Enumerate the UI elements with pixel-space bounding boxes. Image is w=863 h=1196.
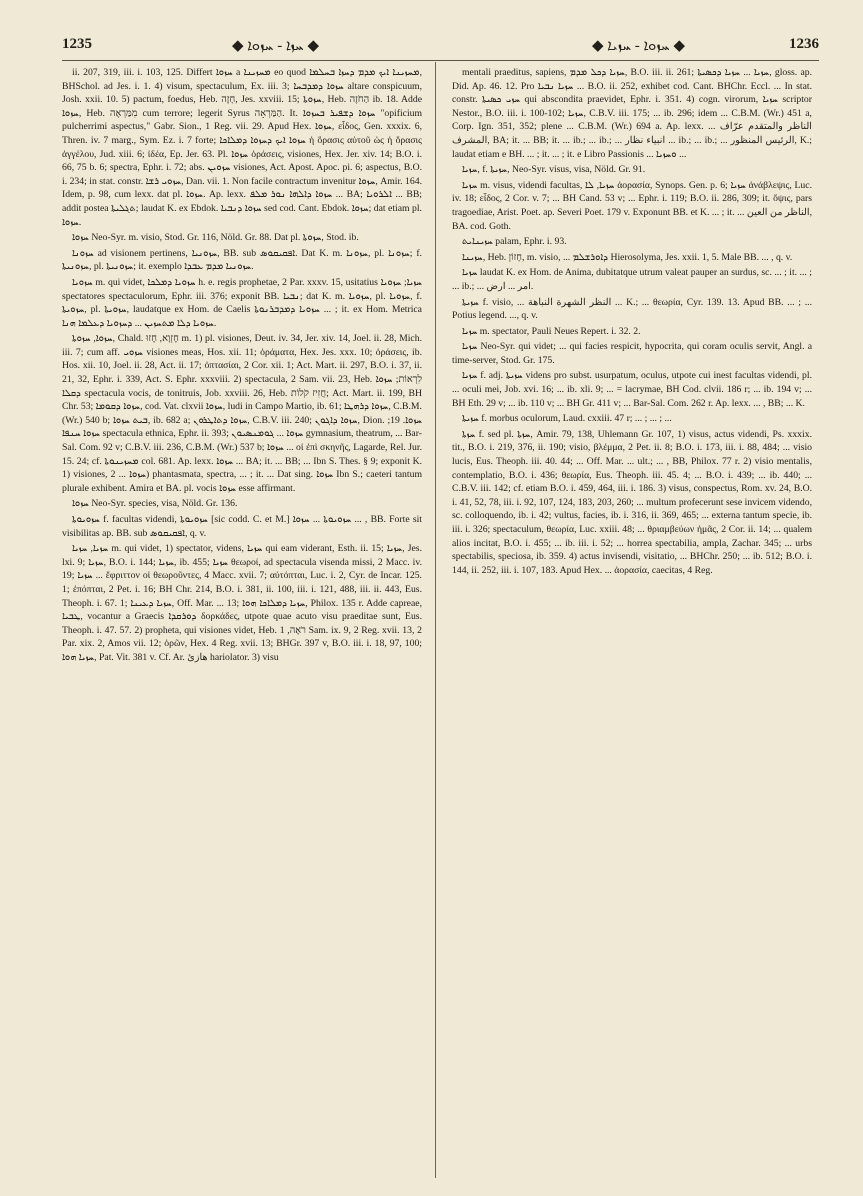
column-divider (435, 62, 436, 1178)
dictionary-entry: mentali praeditus, sapiens, ܚܙܝܐ ܕܟܠ ܡܕܡ, B.O. iii. ii. 261; ܚܙܝܐ ... ܚܙܝܐ ܕܟܣܝܬܐ, gloss. ap. Did. Ap. 46. 12. Pro ܚܙܝܐ ܢܒܝܐ ... B.O. ii. 252, exhibet cod. Cant. BHChr. Eccl. ... In stat. constr. ܚܙܝ ܟܣܝܬܐ qui abscondita praevidet, Ephr. i. 351. 4) cogn. virorum, ܚܙܝܐ scriptor Nestor., B.O. iii. i. 100-102; ܚܙܝܐ, C.B.V. iii. 175; ... ib. 296; idem ... C.B.M. (Wr.) 451 a, Corp. Ign. 351, 352; plene ... C.B.M. (Wr.) 694 a. Ap. lexx. ... الناظر والمتقدم عرّاف المشرف, BA; it. ... BB; it. ... ib.; ... ib.; ... انبياء نظار ... ib.; ... ib.; ... الرئيس المنظور, K.; laudat etiam e BH. ... ; it. ... ; it. e Libro Passionis ... ܘܚܙܝܐ ... (452, 67, 812, 160)
dictionary-entry: ܚܙܝܐ m. visus, videndi facultas, ܚܙܝܐ, ܠܐ ἀορασία, Synops. Gen. p. 6; ܚܙܝܐ ἀνάβλεψις, Luc. iv. 18; εἶδος, 2 Cor. v. 7; ... BH Cand. 53 v; ... Ephr. i. 119; B.O. ii. 286, 309; it. ὄψις, pars tragoediae, Arist. Poet. ap. Severi Poet. 179 v. Exponunt BB. et K. ... ; it. ... الناظر من العين, BA. cod. Goth. (452, 179, 812, 232)
dictionary-entry: ܚܙܝܐ Neo-Syr. qui videt; ... qui facies respicit, hypocrita, qui coram oculis servit, Angl. a time-server, Stod. Gr. 175. (452, 341, 812, 366)
dictionary-entry: ܚܙܝܢܐ, Heb. חָזוֹן, m. visio, ... ܕܐܘܪܫܠܡ Hierosolyma, Jes. xxii. 1, 5. Male BB. ... , q. v. (462, 251, 793, 263)
dictionary-entry: ܚܙܘܝܐ m. qui videt, ܚܙܘܝܐ ܕܡܠܟܐ h. e. regis prophetae, 2 Par. xxxv. 15, usitatius ܚܙܝܐ; ܚܙܘܝܐ spectatores spectaculorum, Ephr. iii. 376; exponit BB. ܢܒܝܐ; dat K. m. ܚܙܘܝܐ, pl. ܚܙܘܝܐ, f. ܚܙܘܝܬܐ, pl. ܚܙܘܝܬܐ, laudatque ex Hom. de Caelis ܚܙܘܝܐ ܕܡܕܒܪܢܘܬܐ ... ; it. ex Hom. Metrica ܚܙܘܝܐ ܕܠܐ ܡܬܚܙܝܢ ... ܕܚܙܘܝܐ ܕܥܠܡܐ ܗܢܐ. (62, 276, 422, 329)
dictionary-entry: ܚܙܘܐ Neo-Syr. species, visa, Nöld. Gr. 136. (72, 498, 238, 510)
right-column (452, 66, 812, 1178)
dictionary-entry: ܚܙܘܝܘܬܐ f. facultas videndi, ܚܙܘܝܘܬܐ [sic codd. C. et M.] ܚܙܘܝܘܬܐ ... ܚܙܘܐ ... , BB. Forte sit visibilitas ap. BB. sub ܐܦܩܝܩܘܣ, q. v. (62, 514, 422, 539)
dictionary-entry: ܚܙܘܢܐ ad visionem pertinens, ܚܙܘܢܝܐ, BB. sub ܐܦܩܝܩܘܣ. Dat K. m. ܚܙܘܢܐ, pl. ܚܙܘܢܐ; f. ܚܙܘܢܝܬܐ, pl. ܚܙܘܢܝܬܐ; it. exemplo ܚܙܘܢܝܐ ܡܕܡ ܥܒܕܐ. (62, 247, 422, 273)
dictionary-entry: ܚܙܬܐ f. sed pl. ܚܙܬܐ, Amir. 79, 138, Uhlemann Gr. 107, 1) visus, actus videndi, Ps. xxxix. tit., B.O. i. 219, 376, ii. 190; visio, βλέμμα, 2 Pet. ii. 8; B.O. i. 173, iii. i. 88, 484; ... visio lucis, Eus. Theoph. iii. 40. 44; ... Off. Mar. ... ult.; ... , BB, Philox. 77 r. 2) visio mentalis, contemplatio, B.O. i. 436; θεωρία, Eus. Theoph. iii. 45. 4; ... B.O. i. 439; ... ib. 440; ... C.B.V. iii. 142; cf. etiam B.O. i. 459, 464, iii. i. 186. 3) visus, conspectus, Rom. xv. 24, B.O. i. 41, 52, 78, iii. i. 92, 107, 124, 183, 203, 260; ... multum profecerunt sese invicem videndo, sc. colloquendo, ib. i. 42; vultus, facies, ib. i. 316, ii. 369, 465; ... externa tantum specie, ib. iii. i. 326; spectaculum, θεωρία, Luc. xxiii. 48; ... θριαμβεύων ἡμᾶς, 2 Cor. ii. 14; ... qualem alios incitat, B.O. i. 455; ... ib. iii. i. 52; ... horrea spectabilia, ampla, Zachar. 345; ... urbs spectabilis, speciosa, ib. 359. 4) actus invisendi, visitatio, ... BHChr. 250; ... ib. 512; B.O. i. 144, ii. 252, iii. i. 107, 183. Apud Hex. ... ἀορασία, caecitas, 4 Reg. (452, 428, 812, 576)
left-running-head: ◆ ܚܙܐ - ܚܙܘܐ ◆ (232, 38, 320, 54)
dictionary-entry: ܚܙܝܐ laudat K. ex Hom. de Anima, dubitatque utrum valeat pauper an surdus, sc. ... ; it. ... ; ... ib.; ... امر ... ارض. (452, 267, 812, 292)
dictionary-entry: ܚܙܝܐ f. adj. ܚܙܝܬܐ videns pro subst. usurpatum, oculus, utpote cui inest facultas videndi, pl. ... oculi mei, Job. xvi. 16; ... ib. xli. 9; ... = lacrymae, BH Cod. clvii. 186 r; ... ib. 194 v; ... BH Eth. 29 v; ... ib. 110 v; ... BH Gr. 411 v; ... Bar-Sal. Com. 262 r. Ap. lexx. ... , BB; ... K. (452, 370, 812, 409)
left-page-number: 1235 (62, 36, 92, 52)
dictionary-entry: ܚܙܝܐ m. spectator, Pauli Neues Repert. i. 32. 2. (462, 325, 641, 337)
dictionary-entry: ܚܙܝܐ, ܚܙܝܐ m. qui videt, 1) spectator, videns, ܚܙܝܐ qui eam viderant, Esth. ii. 15; ܚܙܝܐ, Jes. lxi. 9; ܚܙܝܐ, B.O. i. 144; ܚܙܝܐ, ib. 455; ܚܙܝܐ θεωροί, ad spectacula visenda missi, 2 Macc. iv. 19; ܚܙܝܐ ... ἔφριττον οἱ θεωροῦντες, 4 Macc. xvii. 7; αὐτόπται, Luc. i. 2, Cyr. de Incar. 125. 1; ἐπόπται, 2 Pet. i. 16; BH Chr. 214, B.O. i. 381, ii. 100, iii. i. 121, 488, iii. ii. 443, Eus. Theoph. i. 67. 1; ܚܙܝܐ ܕܥܝܢܐ, Off. Mar. ... 13; ܚܙܝܐ ܕܡܠܐܟܐ ܗܘܐ, Philox. 135 r. Adde capreae, ܛܒܝܐ, vocantur a Graecis ܕܘܪܩܕܐ δορκάδες, utpote quae acuto visu praeditae sunt, Eus. Theoph. i. 47. 57. 2) propheta, qui visiones videt, Heb. רֹאֶה, 1 Sam. ix. 9, 2 Reg. xvii. 13, 2 Par. xix. 2, Amos vii. 12; ὁρῶν, Hex. 4 Reg. xvii. 13; BHGr. 397 v, B.O. iii. i. 18, 97, 100; ܚܙܝܐ ܗܘܐ, Pat. Vit. 381 v. Cf. Ar. هازئ hariolator. 3) visu (62, 543, 422, 663)
dictionary-entry: ܚܙܝܢܐܝܬ palam, Ephr. i. 93. (462, 236, 567, 248)
right-page-number: 1236 (789, 36, 819, 52)
page-header (62, 34, 819, 60)
dictionary-entry: ܚܙܝܬܐ f. visio, ... النظر الشهرة النباهة ... K.; ... θεωρία, Cyr. 139. 13. Apud BB. ... ; ... Potius legend. ..., q. v. (452, 296, 812, 322)
dictionary-entry: ܚܙܘܐ Neo-Syr. m. visio, Stod. Gr. 116, Nöld. Gr. 88. Dat pl. ܚܙܘܬܐ, Stod. ib. (72, 232, 359, 244)
dictionary-entry: ܚܙܝܬܐ f. morbus oculorum, Laud. cxxiii. 47 r; ... ; ... ; ... (462, 413, 672, 425)
dictionary-entry: ܚܙܝܐ, f. ܚܙܝܬܐ, Neo-Syr. visus, visa, Nöld. Gr. 91. (462, 164, 646, 176)
header-rule (62, 60, 819, 61)
dictionary-entry: ܚܙܘܐ, ܚܙܘܬܐ, Chald. חֶזְוָא, חֶזוּ m. 1) pl. visiones, Deut. iv. 34, Jer. xiv. 14, Joel. ii. 28, Mich. iii. 7; cum aff. ܚܙܘܝ visiones meas, Hos. xii. 11; ὁράματα, Hex. Jes. xxx. 10; ὁράσεις, ib. Hos. xii. 10, Joel. ii. 28, Act. ii. 17; ὀπτασίαι, 2 Cor. xii. 1; Act. Mart. ii. 297, B.O. i. 37, ii. 21, 32, Ephr. i. 339, Act. S. Ephr. xxxviii. 2) spectacula, 2 Sam. vii. 23, Heb. לִרְאוֹת; ܚܙܘܐ ܕܩܠܐ spectacula vocis, de tonitruis, Job. xxviii. 26, Heb. חֲזִיז קֹלוֹת; Act. Mart. ii. 199, BH Chr. 53; ܚܙܘܐ ܕܩܘܡܐ, cod. Vat. clxvii ܚܙܘܐ, ludi in Campo Martio, ib. 61; ܚܙܘܐ ܕܪܗܛܐ, C.B.M. (Wr.) 540 b; ܒܝܬ ܚܙܘܐ, ib. 682 a; ܚܙܘܐ ܕܬܐܛܪܘܢ, C.B.V. iii. 240; ܚܙܘܐ ܕܐܓܘܢ, Dion. ܚܙܘܐ. 19; ܚܙܘܐ ܚܢܦܐ spectacula ethnica, Ephr. ii. 393; ܚܙܘܐ ... ܓܘܡܢܣܝܘܢ gymnasium, theatrum, ... Bar-Sal. Com. 92 v; C.B.V. iii. 236, C.B.M. (Wr.) 537 b; ܚܙܘܐ ... οἱ ἐπὶ σκηνῆς, Lagarde, Rel. Jur. 15. 24; cf. ܡܚܙܝܢܘܬܐ col. 681. Ap. lexx. ܚܙܘܐ ... BA; it. ... BB; ... Ibn S. Thes. § 9; exponit K. 1) visiones, ܚܙܘܐ ... 2) phantasmata, spectra, ... ; it. ... Dat sing. ܚܙܘܐ Ibn S.; caeteri tantum plurale exhibent. Amira et BA. pl. vocis ܚܙܘܐ esse affirmant. (62, 333, 422, 494)
right-running-head: ◆ ܚܙܘܐ - ܚܙܝܐ ◆ (592, 38, 685, 54)
left-column (62, 66, 422, 1178)
dictionary-entry: ii. 207, 319, iii. i. 103, 125. Differt ܚܙܘܐ a ܡܚܙܝܢܐ eo quod ܡܚܙܝܢܐ ܐܝܟ ܡܕܡ ܕܚܙܐ ܒܚܠܡܐ, BHSchol. ad Jes. i. 1. 4) visum, spectaculum, Ex. iii. 3; ܚܙܘܐ ܕܡܕܒܚܐ altare conspicuum, Josh. xxii. 10. 5) pactum, foedus, Heb. חָזֶה, Jes. xxviii. 15; ܚܙܘܬܐ, Heb. הַחֹזֶה ib. 18. Adde ܚܙܘܐ, Heb. מִמַּרְאֶה cum terrore; legerit Syrus הַמַּרְאָה. It. ܚܙܘܐ ܕܫܦܝܪ ܒܚܙܘܐ "opificium pulcherrimi aspectus," Gabr. Sion., 1 Reg. vii. 29. Apud Hex. ܚܙܘܐ, εἶδος, Gen. xxxix. 6, Thren. iv. 7 marg., Sym. Ez. i. 7 forte; ܚܙܘܐ ܐܝܟ ܕܚܙܘܐ ܕܡܠܐܟܐ ἡ ὅρασις αὐτοῦ ὡς ἡ ὅρασις ἀγγέλου, Jud. xiii. 6; ἰδέα, Ep. Jer. 63. Pl. ܚܙܘܐ ὁράσεις, visiones, Hex. Jer. xiv. 14; B.O. i. 66, 75 b. 6; spectra, Ephr. i. 72; abs. ܚܙܘܝܢ visiones, Act. Apost. Apoc. pi. 6; aspectus, B.O. i. 234; in stat. constr. ܚܙܘܝ ܪܫܐ, Dan. vii. 1. Non facile contractum invenitur ܚܙܘܐ, Amir. 164. Idem, p. 98, cum lexx. dat pl. ܚܙܘܐ. Ap. lexx. ܚܙܘܐ ܕܐܠܗܐ ܢܘܪ ܡܠܦ ... BA; ܐܠܪܘܝܐ ... BB; addit postea ܬܓܠܝܬܐ; laudat K. ex Ebdok. ܚܙܘܐ ܕܢܒܝܐ sed cod. Cant. Ebdok. ܚܙܘܐ; dat etiam pl. ܚܙܘܐ. (62, 67, 422, 228)
